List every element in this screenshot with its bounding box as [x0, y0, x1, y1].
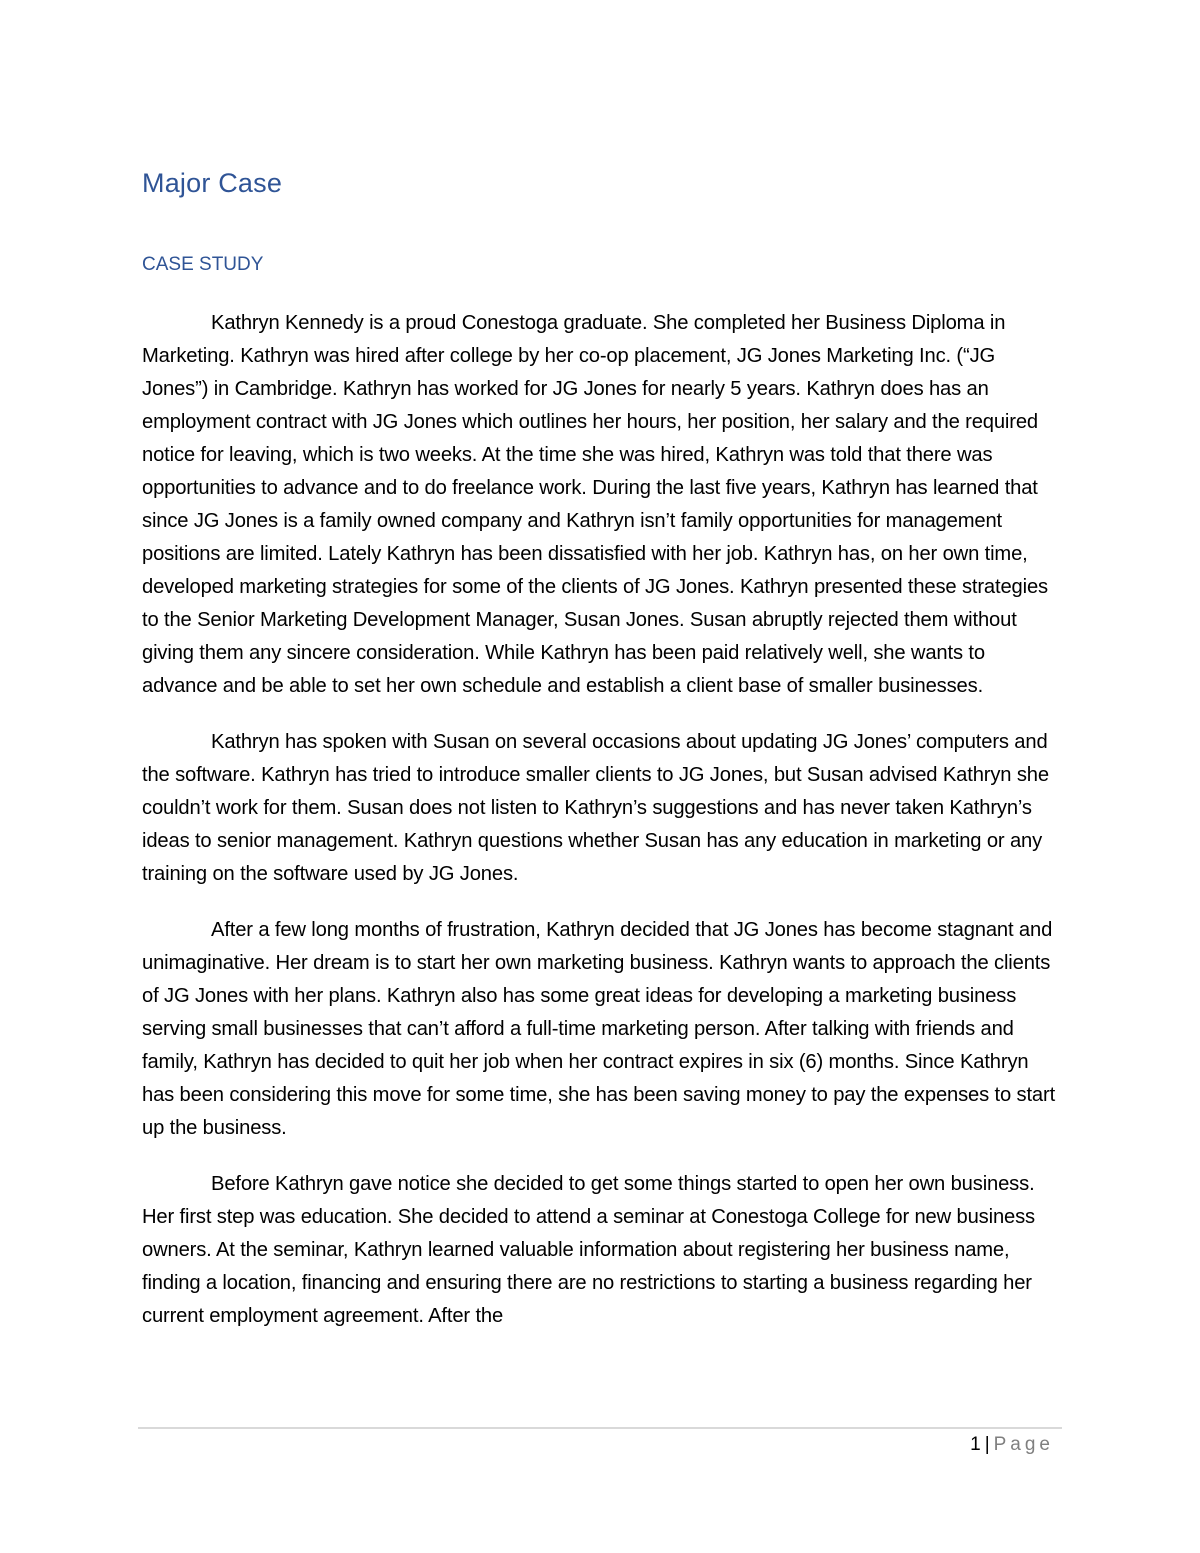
section-heading: CASE STUDY — [142, 254, 264, 275]
paragraph-2: Kathryn has spoken with Susan on several occasions about updating JG Jones’ computers and the software. Kathryn has tried to introduce smaller clients to JG Jones, but Susan advised Kathryn she couldn’t work for them. Susan does not listen to Kathryn’s suggestions and has never taken Kathryn’s ideas to senior management. Kathryn questions whether Susan has any education in marketing or any training on the software used by JG Jones. — [142, 731, 1049, 885]
footer-separator: | — [984, 1434, 990, 1455]
page-title: Major Case — [142, 168, 283, 198]
page-label: Page — [993, 1434, 1054, 1455]
footer-divider — [138, 1427, 1062, 1429]
body-text — [142, 307, 1060, 1356]
page-footer — [970, 1432, 1054, 1458]
page-number: 1 — [970, 1434, 981, 1455]
paragraph-1: Kathryn Kennedy is a proud Conestoga graduate. She completed her Business Diploma in Marketing. Kathryn was hired after college by her co-op placement, JG Jones Marketing Inc. (“JG Jones”) in Cambridge. Kathryn has worked for JG Jones for nearly 5 years. Kathryn does has an employment contract with JG Jones which outlines her hours, her position, her salary and the required notice for leaving, which is two weeks. At the time she was hired, Kathryn was told that there was opportunities to advance and to do freelance work. During the last five years, Kathryn has learned that since JG Jones is a family owned company and Kathryn isn’t family opportunities for management positions are limited. Lately Kathryn has been dissatisfied with her job. Kathryn has, on her own time, developed marketing strategies for some of the clients of JG Jones. Kathryn presented these strategies to the Senior Marketing Development Manager, Susan Jones. Susan abruptly rejected them without giving them any sincere consideration. While Kathryn has been paid relatively well, she wants to advance and be able to set her own schedule and establish a client base of smaller businesses. — [142, 312, 1048, 697]
paragraph-4: Before Kathryn gave notice she decided to get some things started to open her own business. Her first step was education. She decided to attend a seminar at Conestoga College for new business owners. At the seminar, Kathryn learned valuable information about registering her business name, finding a location, financing and ensuring there are no restrictions to starting a business regarding her current employment agreement. After the — [142, 1173, 1035, 1327]
paragraph-3: After a few long months of frustration, Kathryn decided that JG Jones has become stagnant and unimaginative. Her dream is to start her own marketing business. Kathryn wants to approach the clients of JG Jones with her plans. Kathryn also has some great ideas for developing a marketing business serving small businesses that can’t afford a full-time marketing person. After talking with friends and family, Kathryn has decided to quit her job when her contract expires in six (6) months. Since Kathryn has been considering this move for some time, she has been saving money to pay the expenses to start up the business. — [142, 919, 1056, 1139]
